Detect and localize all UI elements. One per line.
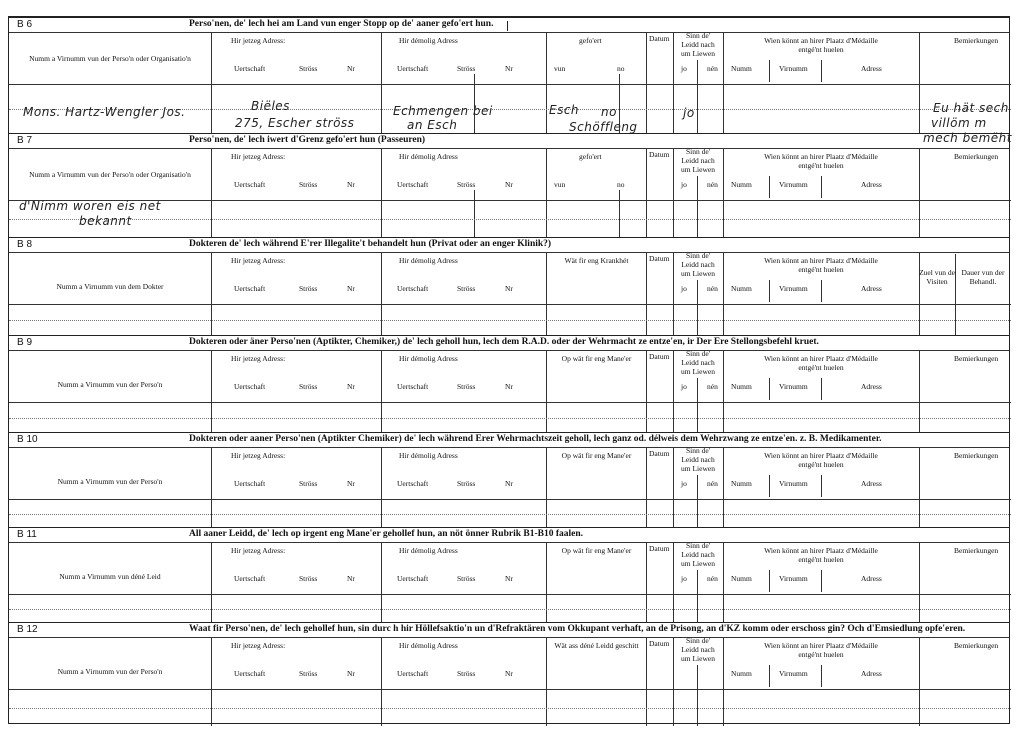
column-divider [821, 280, 822, 302]
address-label: Adress [861, 669, 882, 678]
column-divider [769, 280, 770, 302]
lost-life-label-1: Sinn de' [685, 349, 711, 358]
lost-life-label-1: Sinn de' [685, 147, 711, 156]
section-b7 [9, 133, 1009, 237]
section-b10 [9, 432, 1009, 527]
name-column-label: Numm a Virnumm vun dem Dokter [56, 282, 164, 291]
former-address-label: Hir démolig Adress [399, 641, 458, 650]
address-label: Adress [861, 479, 882, 488]
column-divider [821, 665, 822, 687]
locality-label: Uertschaft [397, 669, 429, 678]
no-label: nén [707, 284, 718, 293]
entry-line[interactable] [9, 320, 1011, 321]
number-label: Nr [505, 479, 513, 488]
middle-column-label: Op wät fir eng Mane'er [561, 451, 632, 460]
street-label: Ströss [457, 479, 476, 488]
surname-label: Numm [731, 382, 752, 391]
number-label: Nr [347, 64, 355, 73]
from-label: vun [554, 180, 566, 189]
locality-label: Uertschaft [234, 479, 266, 488]
column-divider [697, 280, 698, 336]
row-divider [211, 304, 1011, 305]
medal-label-2: entgé'nt huelen [798, 265, 844, 274]
yes-label: jo [681, 479, 687, 488]
row-divider [211, 689, 1011, 690]
locality-label: Uertschaft [234, 382, 266, 391]
row-divider [9, 594, 211, 595]
duration-label: Dauer vun der Behandl. [961, 268, 1005, 286]
column-divider [821, 475, 822, 497]
name-column-label: Numm a Virnumm vun der Perso'n oder Organisatio'n [29, 54, 191, 63]
date-label: Datum [649, 449, 670, 458]
b6-remarks-entry-2[interactable]: villöm m [931, 116, 987, 130]
column-divider [821, 570, 822, 592]
current-address-label: Hir jetzeg Adress: [231, 256, 286, 265]
column-divider [211, 542, 212, 623]
locality-label: Uertschaft [397, 574, 429, 583]
current-address-label: Hir jetzeg Adress: [231, 641, 286, 650]
lost-life-label-2: Leidd nach [681, 358, 715, 367]
b6-name-entry[interactable]: Mons. Hartz-Wengler Jos. [23, 105, 186, 119]
column-divider [381, 447, 382, 528]
name-column-label: Numm a Virnumm vun der Perso'n [57, 667, 163, 676]
row-divider [211, 402, 1011, 403]
section-title: Dokteren oder aaner Perso'nen (Aptikter Chemiker) de' lech während Erer Wehrmachtszeit geholl, lech ganz od. délweis dem Wehrzwang ze entze'en. z. B. Medikamenter. [189, 434, 882, 444]
former-address-label: Hir démolig Adress [399, 36, 458, 45]
firstname-label: Virnumm [779, 180, 808, 189]
former-address-label: Hir démolig Adress [399, 451, 458, 460]
firstname-label: Virnumm [779, 64, 808, 73]
section-title: Dokteren de' lech während E'rer Illegalite't behandelt hun (Privat oder an enger Klinik?) [189, 239, 552, 249]
date-label: Datum [649, 352, 670, 361]
number-label: Nr [505, 64, 513, 73]
firstname-label: Virnumm [779, 479, 808, 488]
b7-name-entry[interactable]: d'Nimm woren eis net [19, 199, 161, 213]
column-divider [821, 378, 822, 400]
address-label: Adress [861, 382, 882, 391]
lost-life-label-3: um Liewen [681, 464, 715, 473]
locality-label: Uertschaft [234, 64, 266, 73]
street-label: Ströss [457, 574, 476, 583]
column-divider [919, 252, 920, 336]
lost-life-label-2: Leidd nach [681, 156, 715, 165]
remarks-label: Bemierkungen [954, 546, 999, 555]
firstname-label: Virnumm [779, 574, 808, 583]
number-label: Nr [505, 284, 513, 293]
name-column-label: Numm a Virnumm vun der Perso'n [57, 380, 163, 389]
lost-life-label-3: um Liewen [681, 165, 715, 174]
lost-life-label-1: Sinn de' [685, 31, 711, 40]
entry-line[interactable] [9, 609, 1011, 610]
b6-to-entry-2[interactable]: Schöffleng [569, 120, 638, 134]
yes-label: jo [681, 284, 687, 293]
section-header [9, 134, 1009, 149]
column-divider [546, 637, 547, 726]
column-divider [211, 447, 212, 528]
number-label: Nr [347, 180, 355, 189]
current-address-label: Hir jetzeg Adress: [231, 36, 286, 45]
number-label: Nr [347, 574, 355, 583]
yes-label: jo [681, 180, 687, 189]
remarks-label: Bemierkungen [954, 152, 999, 161]
b6-to-entry[interactable]: no [601, 105, 617, 119]
b6-yes-entry[interactable]: jo [683, 106, 695, 120]
column-divider [646, 350, 647, 433]
middle-column-label: Op wät fir eng Mane'er [561, 354, 632, 363]
medal-label-2: entgé'nt huelen [798, 45, 844, 54]
lost-life-label-1: Sinn de' [685, 446, 711, 455]
street-label: Ströss [457, 669, 476, 678]
number-label: Nr [347, 479, 355, 488]
entry-line[interactable] [9, 418, 1011, 419]
column-divider [646, 637, 647, 726]
number-label: Nr [347, 669, 355, 678]
number-label: Nr [347, 382, 355, 391]
surname-label: Numm [731, 180, 752, 189]
lost-life-label-3: um Liewen [681, 367, 715, 376]
medal-label-1: Wien könnt an hirer Plaatz d'Médaille [764, 641, 878, 650]
section-header [9, 18, 1009, 33]
lost-life-label-1: Sinn de' [685, 541, 711, 550]
locality-label: Uertschaft [397, 479, 429, 488]
remarks-label: Bemierkungen [954, 451, 999, 460]
from-label: vun [554, 64, 566, 73]
row-divider [9, 402, 211, 403]
medal-label-2: entgé'nt huelen [798, 650, 844, 659]
transported-label: gefo'ert [579, 152, 602, 161]
street-label: Ströss [299, 479, 318, 488]
column-divider [821, 60, 822, 82]
firstname-label: Virnumm [779, 284, 808, 293]
no-label: nén [707, 180, 718, 189]
section-b8 [9, 237, 1009, 335]
column-divider [381, 637, 382, 726]
yes-label: jo [681, 64, 687, 73]
column-divider [919, 542, 920, 623]
no-label: nén [707, 64, 718, 73]
column-divider [646, 542, 647, 623]
middle-column-label: Wät ass déné Leidd geschitt [554, 641, 639, 650]
street-label: Ströss [299, 669, 318, 678]
column-divider [211, 637, 212, 726]
address-label: Adress [861, 284, 882, 293]
column-divider [955, 254, 956, 336]
former-address-label: Hir démolig Adress [399, 354, 458, 363]
no-label: nén [707, 382, 718, 391]
medal-label-2: entgé'nt huelen [798, 555, 844, 564]
column-divider [381, 32, 382, 134]
street-label: Ströss [299, 284, 318, 293]
column-divider [821, 176, 822, 198]
column-divider [381, 252, 382, 336]
b6-former-address-entry[interactable]: Echmengen bei [393, 104, 493, 118]
section-b12 [9, 622, 1009, 725]
surname-label: Numm [731, 284, 752, 293]
row-divider [9, 84, 211, 85]
column-divider [646, 252, 647, 336]
column-divider [697, 665, 698, 726]
address-label: Adress [861, 574, 882, 583]
locality-label: Uertschaft [234, 574, 266, 583]
b6-former-address-entry-2[interactable]: an Esch [407, 118, 458, 132]
column-divider [211, 350, 212, 433]
section-header [9, 623, 1009, 638]
section-header [9, 238, 1009, 253]
lost-life-label-2: Leidd nach [681, 40, 715, 49]
medal-label-2: entgé'nt huelen [798, 161, 844, 170]
column-divider [381, 542, 382, 623]
medal-label-1: Wien könnt an hirer Plaatz d'Médaille [764, 546, 878, 555]
date-label: Datum [649, 254, 670, 263]
date-label: Datum [649, 544, 670, 553]
row-divider [9, 304, 211, 305]
section-b11 [9, 527, 1009, 622]
section-code: B 9 [17, 337, 33, 348]
lost-life-label-2: Leidd nach [681, 550, 715, 559]
column-divider [211, 252, 212, 336]
medal-label-1: Wien könnt an hirer Plaatz d'Médaille [764, 256, 878, 265]
form-page [8, 16, 1010, 724]
section-header [9, 433, 1009, 448]
name-column-label: Numm a Virnumm vun der Perso'n [57, 477, 163, 486]
street-label: Ströss [457, 64, 476, 73]
column-divider [646, 148, 647, 238]
column-divider [919, 32, 920, 134]
locality-label: Uertschaft [234, 284, 266, 293]
number-label: Nr [505, 180, 513, 189]
section-title: Dokteren oder äner Perso'nen (Aptikter, Chemiker,) de' lech geholl hun, lech dem R.A.D. oder der Wehrmacht ze entze'en, ir Der Ere Stellongsbefehl kruet. [189, 337, 819, 347]
yes-label: jo [681, 574, 687, 583]
number-label: Nr [505, 382, 513, 391]
medal-label-2: entgé'nt huelen [798, 460, 844, 469]
column-divider [769, 60, 770, 82]
lost-life-label-1: Sinn de' [685, 636, 711, 645]
column-divider [697, 60, 698, 134]
locality-label: Uertschaft [234, 180, 266, 189]
row-divider [9, 689, 211, 690]
name-column-label: Numm a Virnumm vun déné Leid [59, 572, 161, 581]
column-divider [646, 32, 647, 134]
medal-label-1: Wien könnt an hirer Plaatz d'Médaille [764, 152, 878, 161]
address-label: Adress [861, 64, 882, 73]
date-label: Datum [649, 34, 670, 43]
medal-label-1: Wien könnt an hirer Plaatz d'Médaille [764, 36, 878, 45]
former-address-label: Hir démolig Adress [399, 256, 458, 265]
section-b9 [9, 335, 1009, 432]
street-label: Ströss [457, 284, 476, 293]
column-divider [546, 148, 547, 238]
current-address-label: Hir jetzeg Adress: [231, 152, 286, 161]
section-code: B 11 [17, 529, 37, 540]
section-title: Perso'nen, de' lech iwert d'Grenz gefo'ert hun (Passeuren) [189, 135, 426, 145]
lost-life-label-2: Leidd nach [681, 260, 715, 269]
section-title: Waat fir Perso'nen, de' lech gehollef hun, sin durc h hir Höllefsaktio'n un d'Refraktären vom Okkupant verhaft, an de Prisong, an d'KZ komm oder erschoss gin? Och d'Emsiedlung opfe'eren. [189, 624, 966, 634]
visits-label: Zuel vun de Visiten [919, 268, 955, 286]
street-label: Ströss [299, 180, 318, 189]
remarks-label: Bemierkungen [954, 354, 999, 363]
surname-label: Numm [731, 669, 752, 678]
to-label: no [617, 64, 625, 73]
street-label: Ströss [299, 574, 318, 583]
entry-line[interactable] [9, 708, 1011, 709]
section-code: B 8 [17, 239, 33, 250]
b6-from-entry[interactable]: Esch [549, 103, 580, 117]
address-label: Adress [861, 180, 882, 189]
no-label: nén [707, 479, 718, 488]
column-divider [769, 378, 770, 400]
current-address-label: Hir jetzeg Adress: [231, 546, 286, 555]
to-label: no [617, 180, 625, 189]
surname-label: Numm [731, 479, 752, 488]
number-label: Nr [347, 284, 355, 293]
former-address-label: Hir démolig Adress [399, 546, 458, 555]
surname-label: Numm [731, 64, 752, 73]
column-divider [919, 447, 920, 528]
lost-life-label-2: Leidd nach [681, 645, 715, 654]
locality-label: Uertschaft [397, 180, 429, 189]
name-column-label: Numm a Virnumm vun der Perso'n oder Organisatio'n [29, 170, 191, 179]
remarks-label: Bemierkungen [954, 641, 999, 650]
column-divider [211, 148, 212, 238]
number-label: Nr [505, 669, 513, 678]
date-label: Datum [649, 639, 670, 648]
no-label: nén [707, 574, 718, 583]
yes-label: jo [681, 382, 687, 391]
b7-name-entry-2[interactable]: bekannt [79, 214, 132, 228]
section-header [9, 336, 1009, 351]
surname-label: Numm [731, 574, 752, 583]
column-divider [769, 570, 770, 592]
row-divider [211, 84, 1011, 85]
entry-line[interactable] [9, 514, 1011, 515]
b6-remarks-entry-3[interactable]: mech bemëht [923, 131, 1012, 145]
column-divider [769, 665, 770, 687]
b6-remarks-entry[interactable]: Eu hät sech [933, 101, 1009, 115]
column-divider [646, 447, 647, 528]
row-divider [211, 200, 1011, 201]
street-label: Ströss [299, 382, 318, 391]
entry-line[interactable] [9, 219, 1011, 220]
transported-label: gefo'ert [579, 36, 602, 45]
section-code: B 6 [17, 19, 33, 30]
row-divider [9, 499, 211, 500]
locality-label: Uertschaft [397, 382, 429, 391]
locality-label: Uertschaft [397, 64, 429, 73]
b6-street-entry[interactable]: Biëles [251, 99, 290, 113]
column-divider [769, 475, 770, 497]
former-address-label: Hir démolig Adress [399, 152, 458, 161]
row-divider [211, 499, 1011, 500]
column-divider [474, 190, 475, 238]
lost-life-label-1: Sinn de' [685, 251, 711, 260]
section-header [9, 528, 1009, 543]
firstname-label: Virnumm [779, 382, 808, 391]
lost-life-label-3: um Liewen [681, 49, 715, 58]
column-divider [697, 570, 698, 623]
current-address-label: Hir jetzeg Adress: [231, 451, 286, 460]
column-divider [697, 176, 698, 238]
locality-label: Uertschaft [397, 284, 429, 293]
column-divider [919, 148, 920, 238]
lost-life-label-3: um Liewen [681, 654, 715, 663]
street-label: Ströss [299, 64, 318, 73]
column-divider [697, 378, 698, 433]
lost-life-label-3: um Liewen [681, 269, 715, 278]
street-label: Ströss [457, 382, 476, 391]
b6-street-entry-2[interactable]: 275, Escher ströss [235, 116, 355, 130]
middle-column-label: Op wät fir eng Mane'er [561, 546, 632, 555]
column-divider [919, 637, 920, 726]
remarks-label: Bemierkungen [954, 36, 999, 45]
column-divider [381, 350, 382, 433]
medal-label-1: Wien könnt an hirer Plaatz d'Médaille [764, 451, 878, 460]
section-code: B 7 [17, 135, 33, 146]
section-code: B 10 [17, 434, 38, 445]
column-divider [919, 350, 920, 433]
column-divider [381, 148, 382, 238]
lost-life-label-2: Leidd nach [681, 455, 715, 464]
column-divider [619, 190, 620, 238]
lost-life-label-3: um Liewen [681, 559, 715, 568]
column-divider [769, 176, 770, 198]
date-label: Datum [649, 150, 670, 159]
column-divider [211, 32, 212, 134]
column-divider [546, 32, 547, 134]
medal-label-1: Wien könnt an hirer Plaatz d'Médaille [764, 354, 878, 363]
section-code: B 12 [17, 624, 38, 635]
number-label: Nr [505, 574, 513, 583]
column-divider [697, 475, 698, 528]
middle-column-label: Wät fir eng Krankhét [564, 256, 629, 265]
row-divider [211, 594, 1011, 595]
section-title: Perso'nen, de' lech hei am Land vun enger Stopp op de' aaner gefo'ert hun. [189, 19, 494, 29]
firstname-label: Virnumm [779, 669, 808, 678]
medal-label-2: entgé'nt huelen [798, 363, 844, 372]
section-title: All aaner Leidd, de' lech op irgent eng Mane'er gehollef hun, an nöt önner Rubrik B1-B10 faalen. [189, 529, 584, 539]
locality-label: Uertschaft [234, 669, 266, 678]
street-label: Ströss [457, 180, 476, 189]
current-address-label: Hir jetzeg Adress: [231, 354, 286, 363]
